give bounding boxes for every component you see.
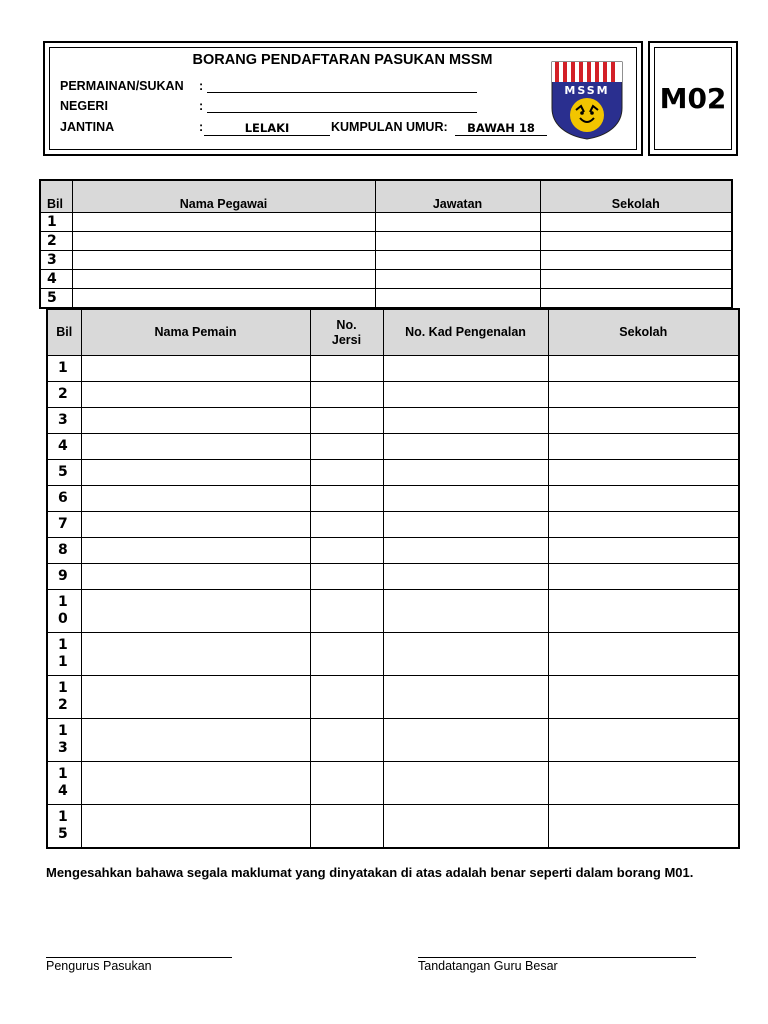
player-school-cell[interactable] [548, 805, 739, 849]
col-nama-pegawai: Nama Pegawai [72, 180, 375, 213]
player-school-cell[interactable] [548, 762, 739, 805]
official-position-cell[interactable] [375, 270, 540, 289]
player-row-number-line2: 1 [58, 654, 68, 670]
player-jersey-cell[interactable] [310, 633, 383, 676]
player-school-cell[interactable] [548, 538, 739, 564]
gender-colon: : [199, 120, 204, 134]
official-position-cell[interactable] [375, 289, 540, 309]
form-title: BORANG PENDAFTARAN PASUKAN MSSM [192, 52, 493, 68]
col-no-kad-pengenalan: No. Kad Pengenalan [383, 309, 548, 356]
player-ic-cell[interactable] [383, 356, 548, 382]
player-row-number-line2: 3 [58, 740, 68, 756]
player-row-number-line1: 2 [58, 386, 68, 402]
player-ic-cell[interactable] [383, 460, 548, 486]
col-no-jersi-line2: Jersi [331, 332, 362, 347]
player-row-number [47, 762, 81, 805]
player-row-number-line2: 2 [58, 697, 68, 713]
player-jersey-cell[interactable] [310, 538, 383, 564]
official-school-cell[interactable] [540, 270, 732, 289]
players-header-row [47, 309, 739, 356]
officials-table [39, 179, 733, 309]
tiger-icon [570, 98, 604, 132]
player-row [47, 590, 739, 633]
player-jersey-cell[interactable] [310, 762, 383, 805]
player-row-number [47, 633, 81, 676]
state-colon: : [199, 99, 204, 113]
player-ic-cell[interactable] [383, 719, 548, 762]
player-row-number [47, 564, 81, 590]
player-ic-cell[interactable] [383, 564, 548, 590]
player-row [47, 512, 739, 538]
official-row-number: 2 [40, 232, 72, 251]
player-jersey-cell[interactable] [310, 676, 383, 719]
player-row-number-line1: 5 [58, 464, 68, 480]
player-row-number-line2: 0 [58, 611, 68, 627]
official-position-cell[interactable] [375, 232, 540, 251]
player-row-number [47, 356, 81, 382]
gender-field[interactable] [204, 135, 330, 136]
player-row [47, 719, 739, 762]
sport-colon: : [199, 79, 204, 93]
player-row-number [47, 676, 81, 719]
official-name-cell[interactable] [72, 232, 375, 251]
official-row-number: 5 [40, 289, 72, 309]
official-row [40, 232, 732, 251]
player-row [47, 633, 739, 676]
col-bil: Bil [47, 309, 81, 356]
player-ic-cell[interactable] [383, 512, 548, 538]
col-no-jersi-line1: No. [336, 317, 357, 332]
player-name-cell[interactable] [81, 408, 310, 434]
player-name-cell[interactable] [81, 434, 310, 460]
player-jersey-cell[interactable] [310, 564, 383, 590]
player-jersey-cell[interactable] [310, 590, 383, 633]
official-name-cell[interactable] [72, 270, 375, 289]
manager-signature-line[interactable] [46, 957, 232, 958]
age-group-value: BAWAH 18 [467, 121, 535, 135]
players-table [46, 308, 740, 849]
player-row [47, 676, 739, 719]
col-nama-pemain: Nama Pemain [81, 309, 310, 356]
player-school-cell[interactable] [548, 676, 739, 719]
col-sekolah: Sekolah [540, 180, 732, 213]
official-name-cell[interactable] [72, 213, 375, 232]
col-jawatan: Jawatan [375, 180, 540, 213]
player-row-number [47, 538, 81, 564]
mssm-logo [550, 60, 624, 140]
player-row [47, 382, 739, 408]
player-row-number-line1: 9 [58, 568, 68, 584]
player-row-number [47, 486, 81, 512]
player-ic-cell[interactable] [383, 633, 548, 676]
player-name-cell[interactable] [81, 633, 310, 676]
player-row-number-line1: 1 [58, 637, 68, 653]
player-school-cell[interactable] [548, 564, 739, 590]
player-row-number-line2: 5 [58, 826, 68, 842]
player-school-cell[interactable] [548, 434, 739, 460]
player-school-cell[interactable] [548, 633, 739, 676]
player-school-cell[interactable] [548, 460, 739, 486]
player-row-number-line2: 4 [58, 783, 68, 799]
player-name-cell[interactable] [81, 382, 310, 408]
official-row-number: 3 [40, 251, 72, 270]
official-school-cell[interactable] [540, 232, 732, 251]
form-code: M02 [654, 47, 732, 150]
player-row-number [47, 434, 81, 460]
official-name-cell[interactable] [72, 289, 375, 309]
col-sekolah: Sekolah [548, 309, 739, 356]
col-bil: Bil [40, 180, 72, 213]
player-school-cell[interactable] [548, 382, 739, 408]
player-ic-cell[interactable] [383, 382, 548, 408]
sport-label: PERMAINAN/SUKAN [60, 79, 184, 93]
player-ic-cell[interactable] [383, 434, 548, 460]
player-row-number [47, 805, 81, 849]
player-row-number [47, 719, 81, 762]
declaration-text: Mengesahkan bahawa segala maklumat yang dinyatakan di atas adalah benar seperti dalam borang M01. [46, 865, 694, 880]
player-ic-cell[interactable] [383, 762, 548, 805]
player-jersey-cell[interactable] [310, 486, 383, 512]
player-ic-cell[interactable] [383, 486, 548, 512]
player-jersey-cell[interactable] [310, 408, 383, 434]
player-row-number-line1: 1 [58, 680, 68, 696]
player-row-number-line1: 8 [58, 542, 68, 558]
player-school-cell[interactable] [548, 590, 739, 633]
official-school-cell[interactable] [540, 251, 732, 270]
player-jersey-cell[interactable] [310, 805, 383, 849]
player-row [47, 408, 739, 434]
player-school-cell[interactable] [548, 512, 739, 538]
player-school-cell[interactable] [548, 408, 739, 434]
player-row-number-line1: 4 [58, 438, 68, 454]
official-position-cell[interactable] [375, 251, 540, 270]
official-position-cell[interactable] [375, 213, 540, 232]
player-name-cell[interactable] [81, 460, 310, 486]
official-row [40, 213, 732, 232]
player-row [47, 460, 739, 486]
official-school-cell[interactable] [540, 289, 732, 309]
official-row-number: 4 [40, 270, 72, 289]
player-name-cell[interactable] [81, 564, 310, 590]
official-row [40, 251, 732, 270]
player-row-number [47, 460, 81, 486]
player-name-cell[interactable] [81, 590, 310, 633]
player-school-cell[interactable] [548, 486, 739, 512]
player-jersey-cell[interactable] [310, 512, 383, 538]
player-row-number-line1: 1 [58, 360, 68, 376]
player-row [47, 564, 739, 590]
official-row-number: 1 [40, 213, 72, 232]
player-row-number-line1: 3 [58, 412, 68, 428]
age-group-label: KUMPULAN UMUR: [331, 120, 448, 134]
state-label: NEGERI [60, 99, 108, 113]
sport-field[interactable] [207, 92, 477, 93]
official-row [40, 289, 732, 309]
player-name-cell[interactable] [81, 719, 310, 762]
player-row-number-line1: 7 [58, 516, 68, 532]
player-ic-cell[interactable] [383, 805, 548, 849]
player-school-cell[interactable] [548, 356, 739, 382]
player-row-number [47, 590, 81, 633]
gender-value: LELAKI [244, 121, 290, 135]
player-name-cell[interactable] [81, 486, 310, 512]
state-field[interactable] [207, 112, 477, 113]
headmaster-signature-line[interactable] [418, 957, 696, 958]
official-row [40, 270, 732, 289]
headmaster-signature-label: Tandatangan Guru Besar [418, 959, 558, 973]
player-row [47, 356, 739, 382]
player-jersey-cell[interactable] [310, 382, 383, 408]
official-school-cell[interactable] [540, 213, 732, 232]
player-ic-cell[interactable] [383, 590, 548, 633]
player-jersey-cell[interactable] [310, 719, 383, 762]
player-name-cell[interactable] [81, 762, 310, 805]
player-row-number-line1: 1 [58, 594, 68, 610]
player-row [47, 538, 739, 564]
player-row [47, 805, 739, 849]
player-row-number-line1: 1 [58, 809, 68, 825]
player-name-cell[interactable] [81, 805, 310, 849]
logo-stripes [552, 62, 622, 82]
player-row [47, 762, 739, 805]
player-ic-cell[interactable] [383, 408, 548, 434]
player-jersey-cell[interactable] [310, 460, 383, 486]
manager-signature-label: Pengurus Pasukan [46, 959, 152, 973]
player-row-number-line1: 6 [58, 490, 68, 506]
player-name-cell[interactable] [81, 356, 310, 382]
age-group-field[interactable] [455, 135, 547, 136]
player-row-number [47, 512, 81, 538]
officials-header-row [40, 180, 732, 213]
player-ic-cell[interactable] [383, 538, 548, 564]
player-row-number-line1: 1 [58, 723, 68, 739]
player-row [47, 434, 739, 460]
player-row-number [47, 382, 81, 408]
player-school-cell[interactable] [548, 719, 739, 762]
gender-label: JANTINA [60, 120, 115, 134]
player-name-cell[interactable] [81, 676, 310, 719]
official-name-cell[interactable] [72, 251, 375, 270]
player-name-cell[interactable] [81, 538, 310, 564]
player-jersey-cell[interactable] [310, 434, 383, 460]
player-jersey-cell[interactable] [310, 356, 383, 382]
player-name-cell[interactable] [81, 512, 310, 538]
col-no-jersi [310, 309, 383, 356]
player-ic-cell[interactable] [383, 676, 548, 719]
player-row-number [47, 408, 81, 434]
player-row-number-line1: 1 [58, 766, 68, 782]
player-row [47, 486, 739, 512]
logo-text: MSSM [564, 84, 610, 97]
